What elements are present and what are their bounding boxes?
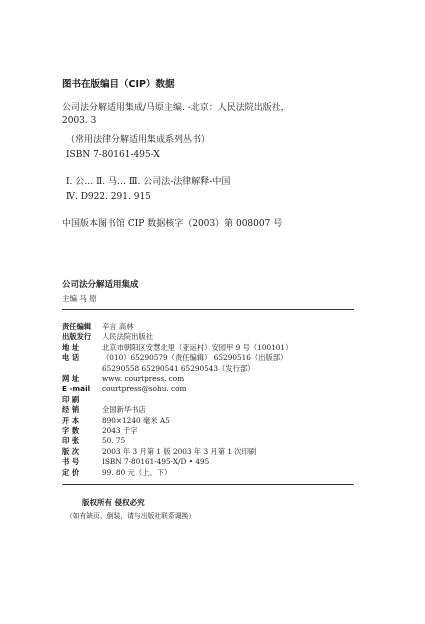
- info-row: [62, 384, 292, 394]
- info-value: 65290558 65290541 65290543（发行部）: [102, 363, 255, 373]
- info-value: 99. 80 元（上、下）: [102, 467, 172, 477]
- info-value: 全国新华书店: [102, 405, 146, 415]
- info-row: [62, 395, 292, 405]
- info-label: 印 刷: [62, 394, 80, 404]
- info-value: ISBN 7-80161-495-X/D • 495: [102, 457, 210, 467]
- info-value: courtpress@sohu. com: [102, 384, 187, 394]
- replacement-notice: （如有缺页、倒装，请与出版社联系调换）: [66, 512, 196, 520]
- info-row: [62, 343, 292, 353]
- info-label: 书 号: [62, 457, 80, 467]
- info-value: 辛言 高林: [102, 322, 134, 331]
- info-label: 责任编辑: [62, 322, 92, 331]
- info-row: [62, 426, 292, 436]
- info-label: 经 销: [62, 405, 80, 415]
- info-row: [62, 322, 292, 332]
- info-label: 印 张: [62, 436, 80, 446]
- info-row: [62, 416, 292, 426]
- info-value: 人民法院出版社: [102, 332, 154, 342]
- cip-line-1: 公司法分解适用集成/马原主编. -北京：人民法院出版社，: [62, 103, 290, 113]
- info-value: 2003 年 3 月第 1 版 2003 年 3 月第 1 次印刷: [102, 446, 257, 456]
- info-label: 定 价: [62, 467, 80, 477]
- cip-line-4: ISBN 7-80161-495-X: [66, 150, 160, 160]
- info-value: （010）65290579（责任编辑） 65290516（出版部）: [102, 353, 288, 363]
- cip-line-6: Ⅳ. D922. 291. 915: [66, 192, 151, 202]
- info-label: 版 次: [62, 446, 80, 456]
- cip-line-3: （常用法律分解适用集成系列丛书）: [66, 135, 211, 145]
- info-row: [62, 457, 292, 467]
- cip-line-5: Ⅰ. 公… Ⅱ. 马… Ⅲ. 公司法-法律解释-中国: [66, 177, 231, 187]
- book-editor: 主编 马 原: [62, 294, 97, 303]
- info-value: 2043 千字: [102, 426, 138, 436]
- publication-info: [62, 322, 292, 478]
- info-label: 电 话: [62, 353, 80, 363]
- info-value: 北京市朝阳区安慧北里（亚运村）安园甲 9 号（100101）: [102, 342, 293, 352]
- info-row: [62, 447, 292, 457]
- info-row: [62, 374, 292, 384]
- book-title: 公司法分解适用集成: [62, 280, 139, 290]
- cip-heading: 图书在版编目（CIP）数据: [62, 79, 175, 90]
- info-label: 地 址: [62, 342, 80, 352]
- info-label: E -mail: [62, 384, 91, 394]
- info-row: [62, 405, 292, 415]
- info-row: [62, 436, 292, 446]
- info-label: 字 数: [62, 426, 80, 436]
- info-row: [62, 468, 292, 478]
- info-label: [62, 364, 102, 374]
- info-value: www. courtpress. com: [102, 374, 185, 384]
- info-label: 网 址: [62, 374, 80, 384]
- copyright-notice: 版权所有 侵权必究: [82, 498, 145, 507]
- top-divider: [62, 309, 354, 310]
- info-row: [62, 353, 292, 363]
- info-label: 开 本: [62, 415, 80, 425]
- cip-line-2: 2003. 3: [62, 116, 97, 126]
- bottom-divider: [62, 484, 354, 485]
- cip-line-7: 中国版本图书馆 CIP 数据核字（2003）第 008007 号: [62, 219, 283, 229]
- info-value: 50. 75: [102, 436, 126, 446]
- info-label: 出版发行: [62, 332, 92, 342]
- info-row: [62, 332, 292, 342]
- info-row: [62, 364, 292, 374]
- info-value: 890×1240 毫米 A5: [102, 415, 170, 425]
